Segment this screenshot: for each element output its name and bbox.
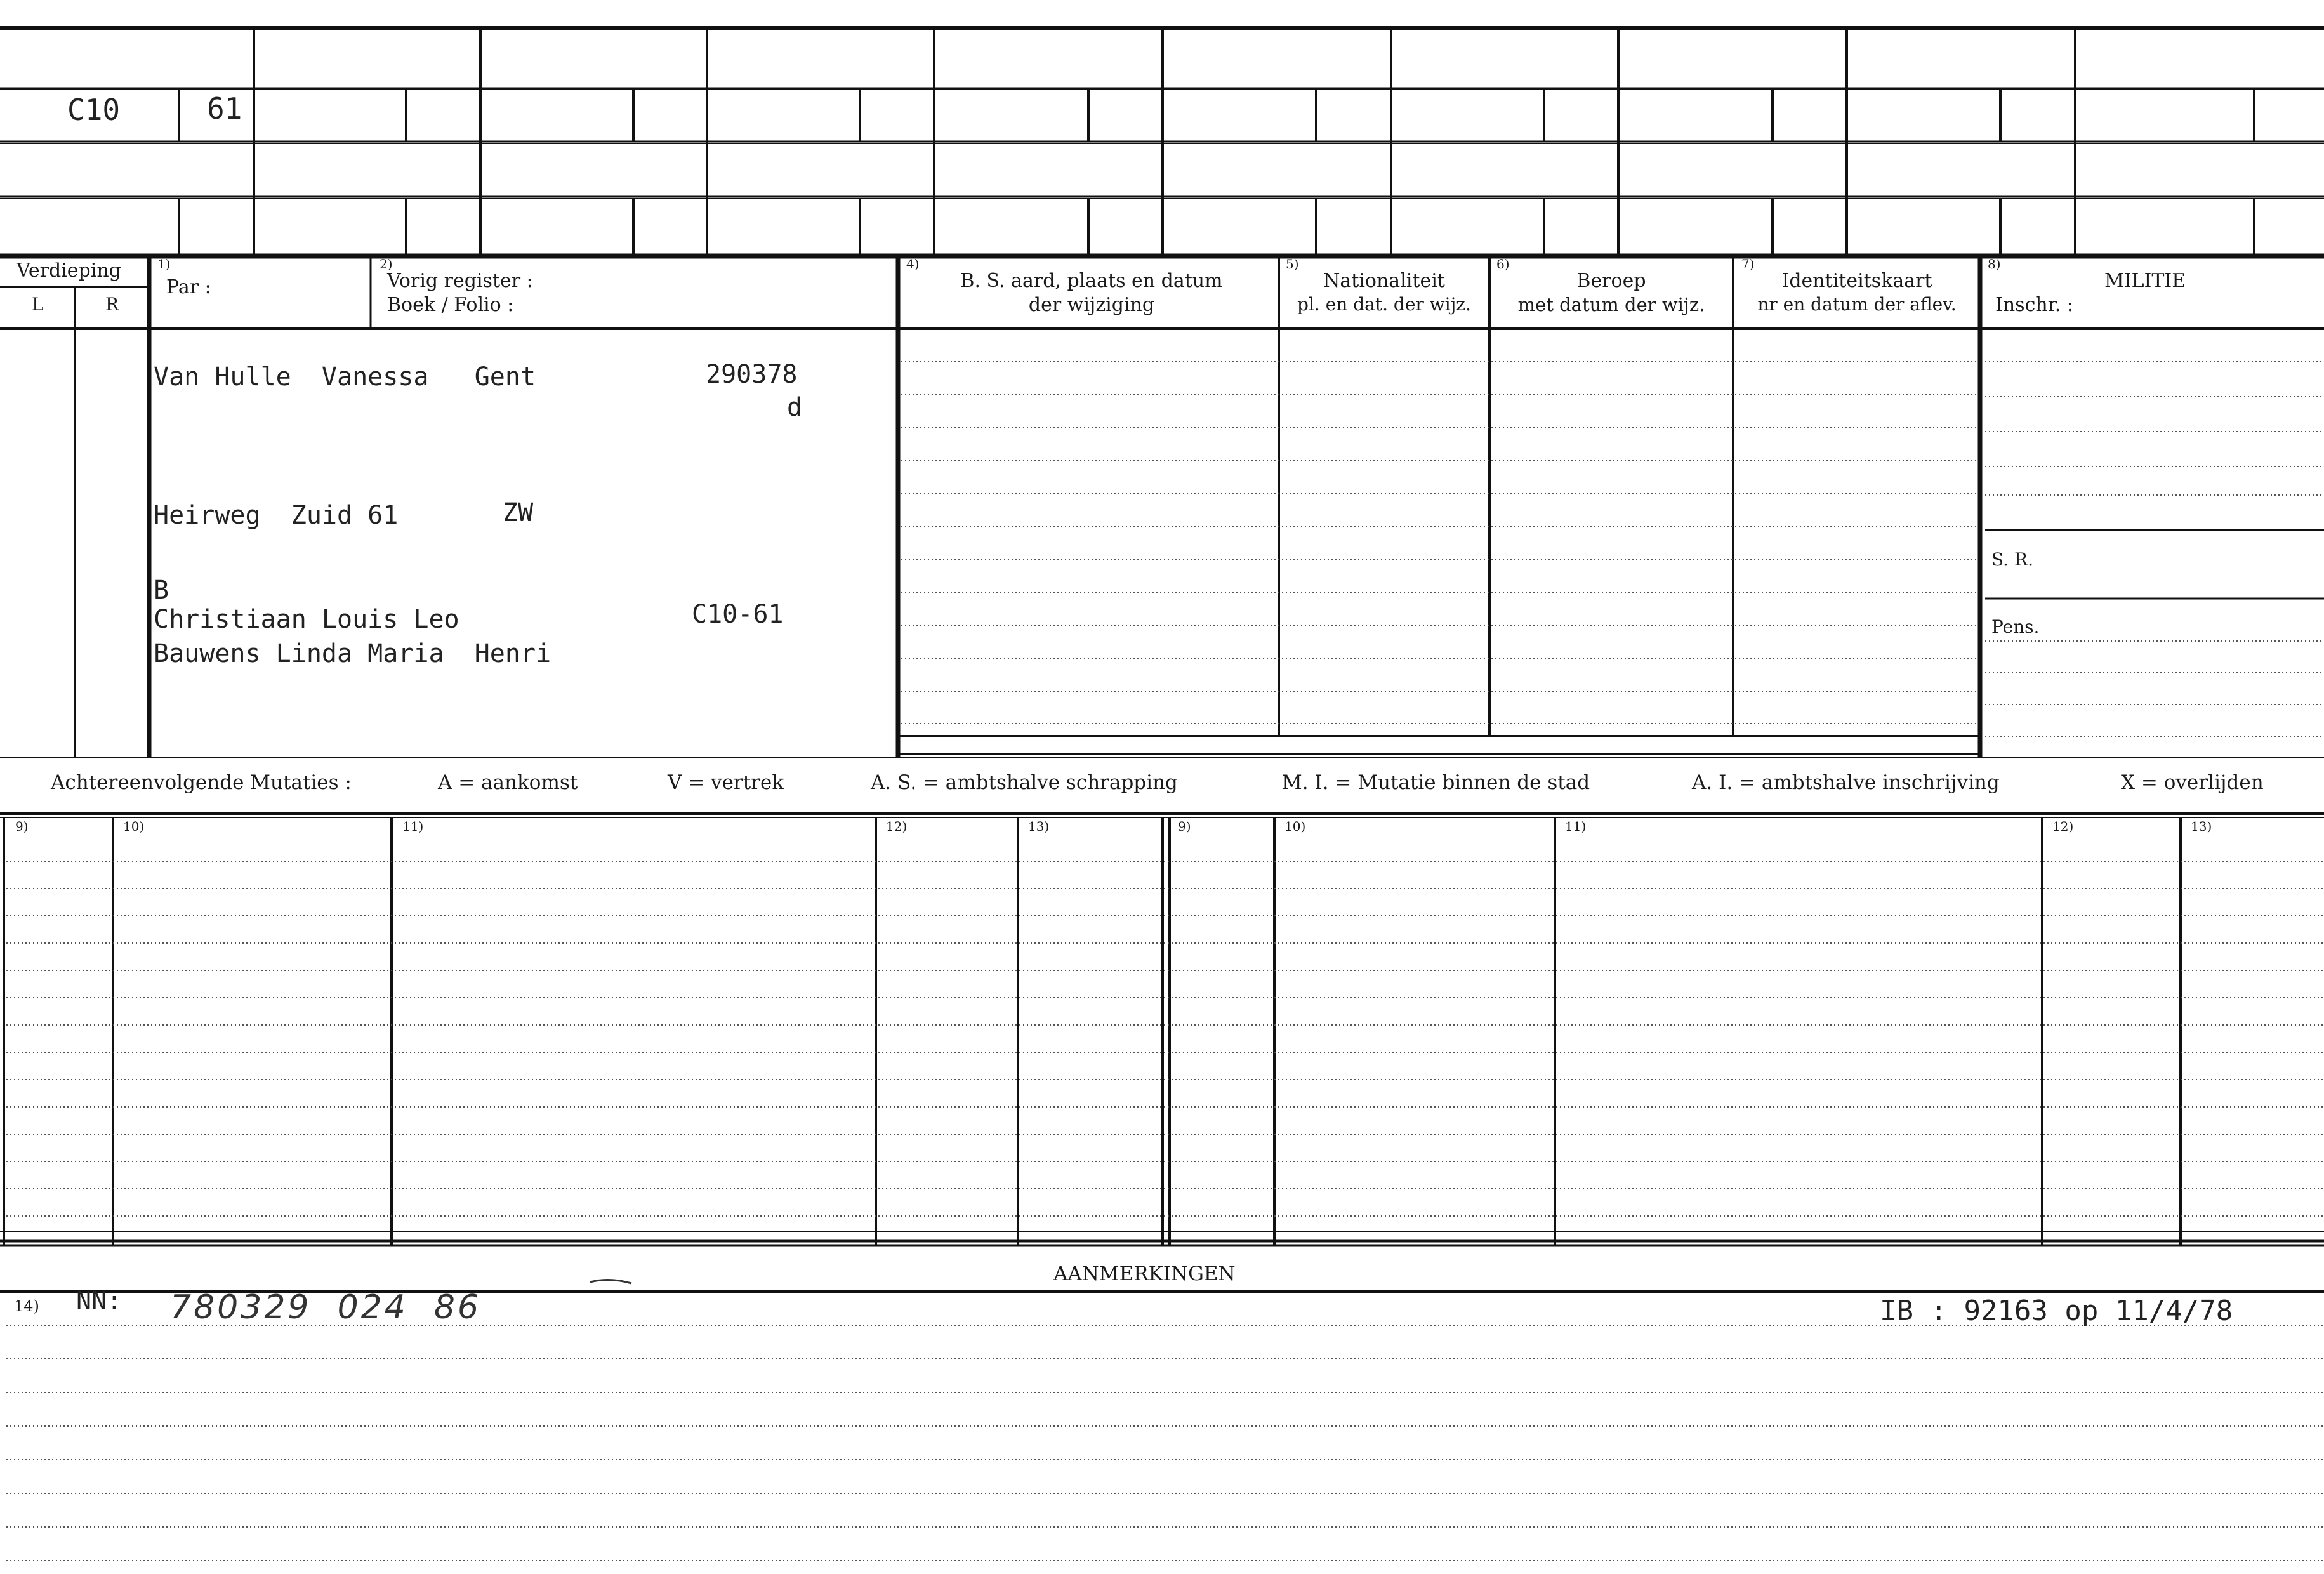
col1-number: 1) <box>157 256 171 272</box>
col1-label: Par : <box>166 276 211 298</box>
col8-number: 8) <box>1988 256 2001 272</box>
col5-label-2: pl. en dat. der wijz. <box>1297 294 1471 315</box>
nn-value: 780329 024 86 <box>170 1288 482 1326</box>
person-father: Christiaan Louis Leo <box>154 605 459 634</box>
col6-label-1: Beroep <box>1576 270 1646 292</box>
col2-number: 2) <box>380 256 393 272</box>
col2-label-boek: Boek / Folio : <box>387 294 514 316</box>
col4-label-1: B. S. aard, plaats en datum <box>960 270 1223 292</box>
legend-ambtshalve-schrapping: A. S. = ambtshalve schrapping <box>871 771 1178 794</box>
col7-label-2: nr en datum der aflev. <box>1757 294 1957 315</box>
mut-col-10b: 10) <box>1284 819 1306 834</box>
mut-col-13a: 13) <box>1028 819 1050 834</box>
col2-label-vorig: Vorig register : <box>387 270 533 292</box>
aanmerkingen-title: AANMERKINGEN <box>1053 1262 1236 1285</box>
sr-label: S. R. <box>1991 549 2033 570</box>
legend-overlijden: X = overlijden <box>2121 771 2264 794</box>
mut-col-10a: 10) <box>123 819 145 834</box>
person-sex: d <box>787 393 803 422</box>
person-ref: C10-61 <box>692 600 784 629</box>
col4-label-2: der wijziging <box>1028 294 1155 316</box>
col4-number: 4) <box>906 256 920 272</box>
verdieping-l: L <box>32 294 44 315</box>
inschr-label: Inschr. : <box>1995 294 2073 316</box>
nn-label: NN: <box>76 1286 122 1316</box>
mut-col-13b: 13) <box>2191 819 2212 834</box>
person-zone: ZW <box>503 498 534 527</box>
mut-col-11a: 11) <box>402 819 424 834</box>
legend-vertrek: V = vertrek <box>668 771 784 794</box>
mut-col-9a: 9) <box>15 819 29 834</box>
mut-col-12a: 12) <box>886 819 908 834</box>
person-birth: 290378 <box>706 360 798 389</box>
col5-label-1: Nationaliteit <box>1323 270 1445 292</box>
col6-number: 6) <box>1496 256 1510 272</box>
pens-label: Pens. <box>1991 616 2040 637</box>
code-61: 61 <box>207 91 242 126</box>
col7-number: 7) <box>1741 256 1755 272</box>
ib-note: IB : 92163 op 11/4/78 <box>1880 1295 2233 1327</box>
mut-col-9b: 9) <box>1178 819 1191 834</box>
code-c10: C10 <box>67 93 121 127</box>
verdieping-r: R <box>105 294 119 315</box>
person-status: B <box>154 576 169 605</box>
mut-col-12b: 12) <box>2052 819 2074 834</box>
remarks-number: 14) <box>14 1297 39 1315</box>
mutaties-title: Achtereenvolgende Mutaties : <box>51 771 352 794</box>
col7-label-1: Identiteitskaart <box>1781 270 1932 292</box>
verdieping-label: Verdieping <box>17 260 121 282</box>
legend-ambtshalve-inschrijving: A. I. = ambtshalve inschrijving <box>1692 771 2000 794</box>
militie-label: MILITIE <box>2104 270 2186 292</box>
legend-aankomst: A = aankomst <box>438 771 578 794</box>
person-address: Heirweg Zuid 61 <box>154 501 399 530</box>
mut-col-11b: 11) <box>1565 819 1587 834</box>
person-name-line: Van Hulle Vanessa Gent <box>154 362 536 392</box>
col6-label-2: met datum der wijz. <box>1517 294 1705 315</box>
legend-mutatie-binnen-stad: M. I. = Mutatie binnen de stad <box>1282 771 1590 794</box>
col5-number: 5) <box>1286 256 1299 272</box>
person-mother: Bauwens Linda Maria Henri <box>154 639 551 668</box>
